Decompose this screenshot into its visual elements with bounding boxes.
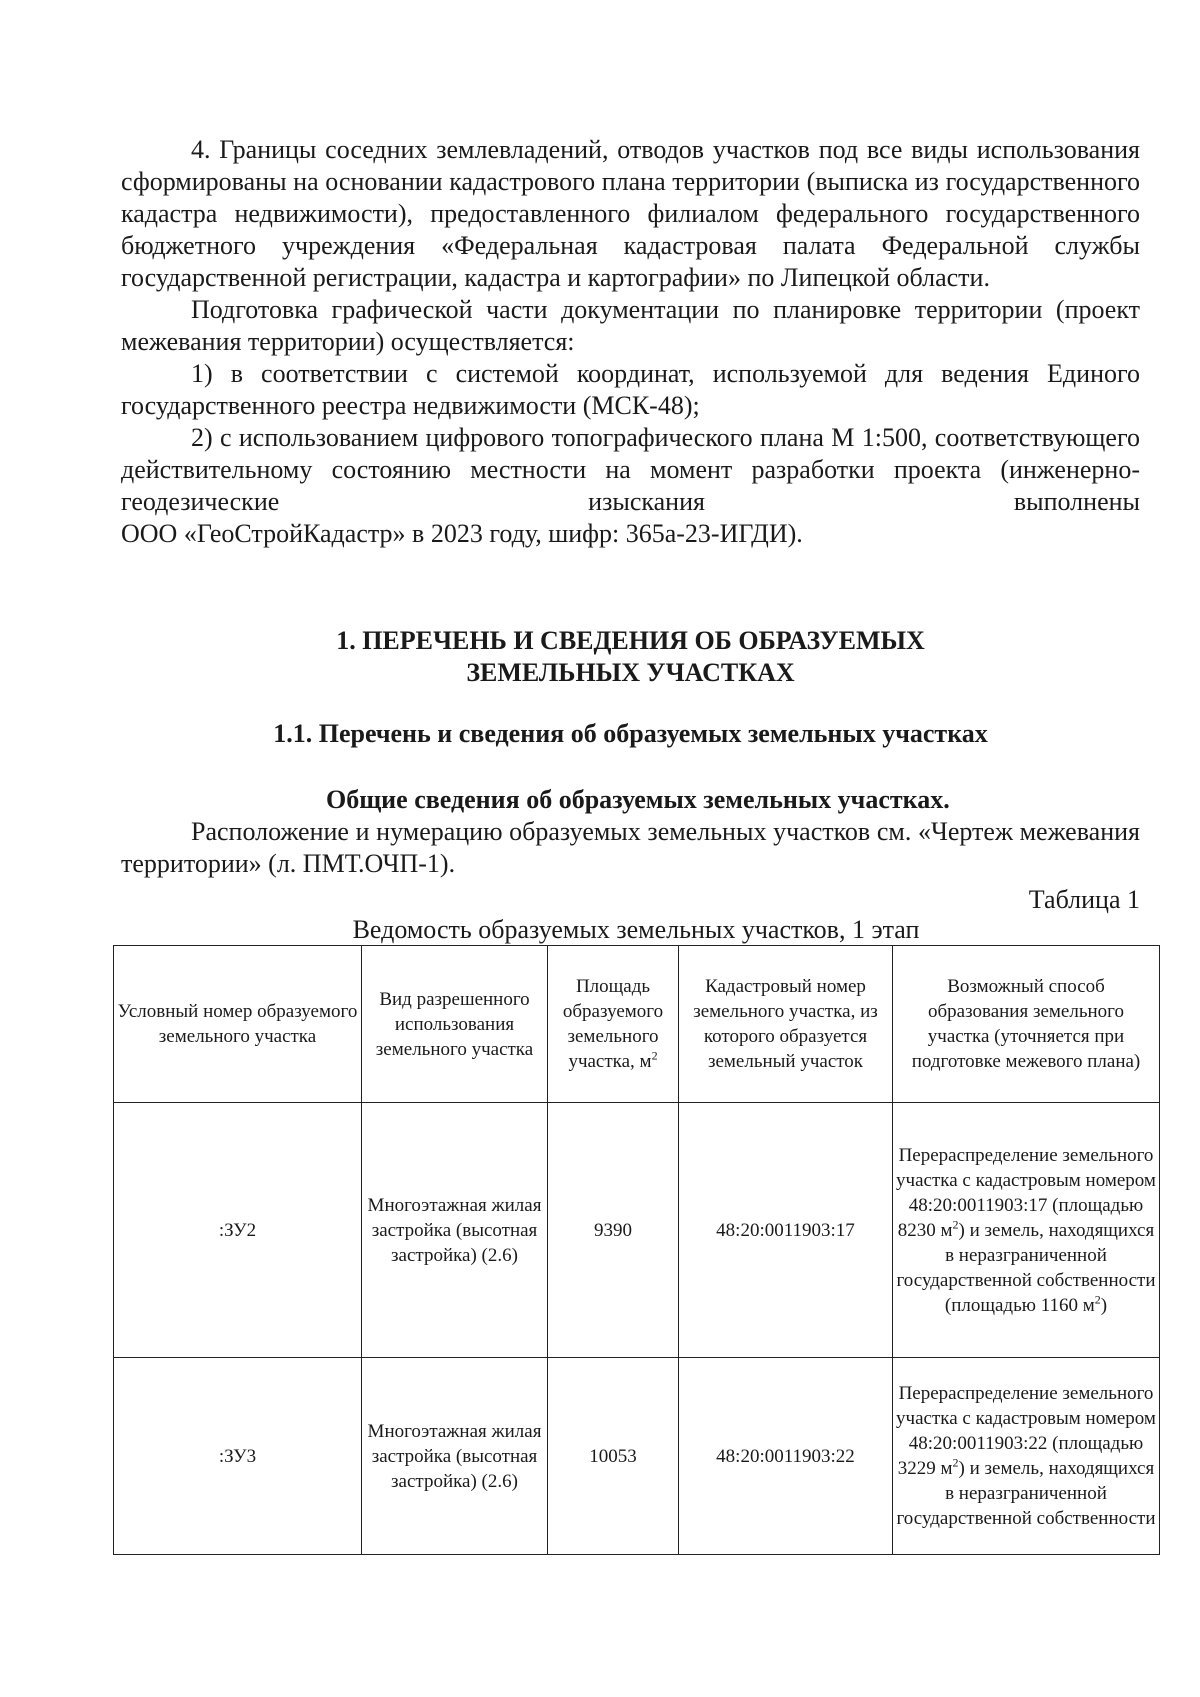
- method-sup-1: 2: [952, 1217, 959, 1232]
- header-formation-method: Возможный способ образования земельного участка (уточняется при подготовке межевого плана): [893, 946, 1160, 1103]
- method-text-b: ) и земель, находящихся в неразграниченной государственной собственности: [896, 1458, 1156, 1529]
- general-heading: Общие сведения об образуемых земельных участках.: [326, 785, 950, 814]
- header-area-unit-sup: 2: [651, 1048, 658, 1063]
- cell-plot-number: :ЗУ3: [114, 1358, 362, 1555]
- method-text-b: ) и земель, находящихся в неразграниченной государственной собственности (площадью 1160 м: [896, 1219, 1156, 1316]
- method-text-a: Перераспределение земельного участка с кадастровым номером 48:20:0011903:22 (площадью 3229 м: [896, 1383, 1156, 1479]
- table-row: [114, 1358, 1160, 1555]
- paragraph-graphic-part: Подготовка графической части документации по планировке территории (проект межевания территории) осуществляется:: [121, 295, 1140, 356]
- cell-formation-method: [893, 1358, 1160, 1555]
- subsection-title: 1.1. Перечень и сведения об образуемых земельных участках: [273, 719, 988, 748]
- table-row: [114, 1103, 1160, 1358]
- section-title-line2: ЗЕМЕЛЬНЫХ УЧАСТКАХ: [466, 658, 795, 687]
- land-plots-table: [113, 945, 1160, 1555]
- intro-text: [121, 134, 1140, 550]
- section-title-line1: 1. ПЕРЕЧЕНЬ И СВЕДЕНИЯ ОБ ОБРАЗУЕМЫХ: [336, 626, 925, 655]
- header-area-text: Площадь образуемого земельного участка, м: [562, 976, 664, 1072]
- cell-area: 9390: [548, 1103, 679, 1358]
- table-label: Таблица 1: [1028, 885, 1140, 914]
- header-permitted-use: Вид разрешенного использования земельного участка: [362, 946, 548, 1103]
- paragraph-boundaries: 4. Границы соседних землевладений, отводов участков под все виды использования сформированы на основании кадастрового плана территории (выписка из государственного кадастра недвижимости), предоставленного филиалом федерального государственного бюджетного учреждения «Федеральная кадастровая палата Федеральной службы государственной регистрации, кадастра и картографии» по Липецкой области.: [121, 135, 1140, 292]
- general-text: Расположение и нумерацию образуемых земельных участков см. «Чертеж межевания территории» (л. ПМТ.ОЧП-1).: [121, 817, 1140, 878]
- header-plot-number: Условный номер образуемого земельного участка: [114, 946, 362, 1103]
- method-text-c: ): [1100, 1294, 1108, 1316]
- cell-cadastral-number: 48:20:0011903:22: [679, 1358, 893, 1555]
- table-title: Ведомость образуемых земельных участков, 1 этап: [352, 915, 920, 944]
- cell-area: 10053: [548, 1358, 679, 1555]
- method-sup-2: 2: [1094, 1292, 1101, 1307]
- cell-formation-method: [893, 1103, 1160, 1358]
- cell-cadastral-number: 48:20:0011903:17: [679, 1103, 893, 1358]
- method-text-a: Перераспределение земельного участка с кадастровым номером 48:20:0011903:17 (площадью 8230 м: [896, 1144, 1156, 1241]
- paragraph-topographic-plan-end: ООО «ГеоСтройКадастр» в 2023 году, шифр: 365а-23-ИГДИ).: [121, 519, 803, 548]
- cell-plot-number: :ЗУ2: [114, 1103, 362, 1358]
- method-sup-1: 2: [952, 1455, 959, 1470]
- header-area: [548, 946, 679, 1103]
- cell-permitted-use: Многоэтажная жилая застройка (высотная застройка) (2.6): [362, 1358, 548, 1555]
- paragraph-coordinate-system: 1) в соответствии с системой координат, используемой для ведения Единого государственного реестра недвижимости (МСК-48);: [121, 359, 1140, 420]
- table-header-row: [114, 946, 1160, 1103]
- cell-permitted-use: Многоэтажная жилая застройка (высотная застройка) (2.6): [362, 1103, 548, 1358]
- paragraph-topographic-plan: 2) с использованием цифрового топографического плана М 1:500, соответствующего действительному состоянию местности на момент разработки проекта (инженерно-геодезические изыскания выполнены: [121, 423, 1140, 516]
- general-text-block: [121, 816, 1140, 880]
- header-cadastral-number: Кадастровый номер земельного участка, из которого образуется земельный участок: [679, 946, 893, 1103]
